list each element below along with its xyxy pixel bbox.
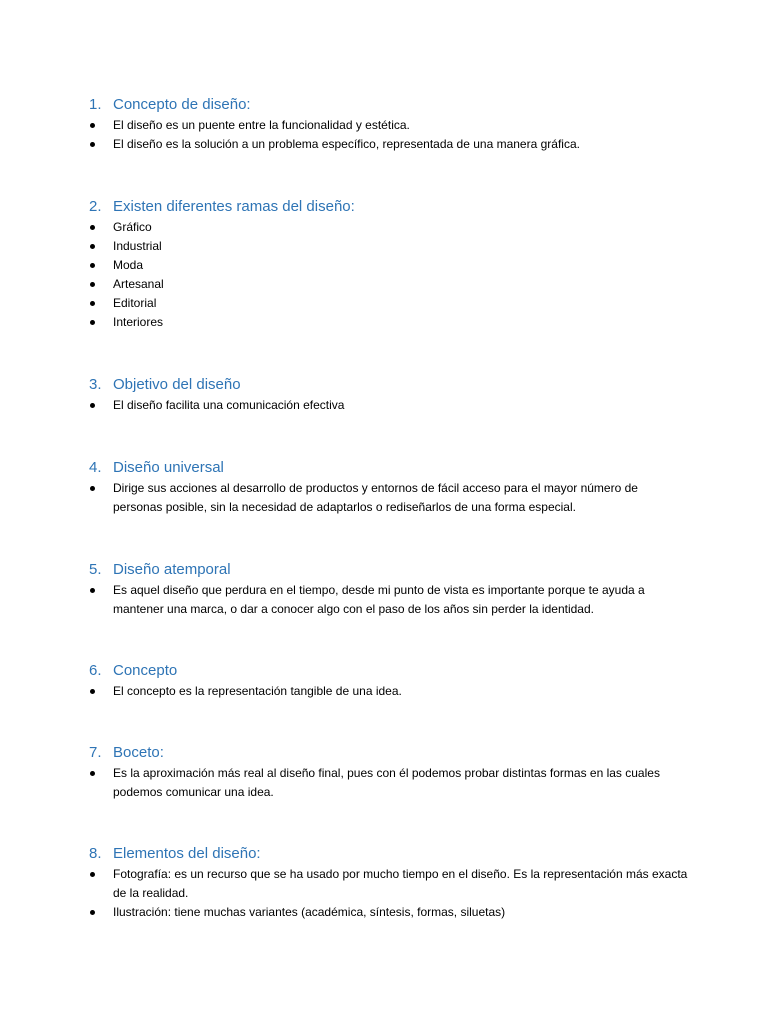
list-item-text: Moda <box>113 258 144 272</box>
list-item <box>89 479 689 517</box>
section-title: Diseño universal <box>113 459 224 476</box>
bullet-icon <box>90 263 95 268</box>
list-item-text: Es la aproximación más real al diseño final, pues con él podemos probar distintas formas en las cuales podemos comunicar una idea. <box>113 766 660 799</box>
bullet-list <box>89 479 689 517</box>
section-diseno-universal <box>89 459 689 517</box>
section-number: 8. <box>89 845 102 862</box>
section-elementos-del-diseno <box>89 845 689 922</box>
section-diseno-atemporal <box>89 561 689 619</box>
section-number: 1. <box>89 96 102 113</box>
list-item <box>89 313 689 332</box>
bullet-icon <box>90 771 95 776</box>
section-objetivo-del-diseno <box>89 376 689 415</box>
list-item-text: El diseño facilita una comunicación efectiva <box>113 398 345 412</box>
bullet-icon <box>90 301 95 306</box>
list-item-text: El diseño es la solución a un problema específico, representada de una manera gráfica. <box>113 137 580 151</box>
section-title: Existen diferentes ramas del diseño: <box>113 198 355 215</box>
bullet-icon <box>90 486 95 491</box>
bullet-list <box>89 218 689 332</box>
bullet-icon <box>90 588 95 593</box>
section-heading <box>89 376 689 396</box>
section-concepto <box>89 662 689 701</box>
section-heading <box>89 198 689 218</box>
list-item <box>89 764 689 802</box>
list-item <box>89 682 689 701</box>
list-item <box>89 256 689 275</box>
list-item <box>89 581 689 619</box>
section-title: Diseño atemporal <box>113 561 231 578</box>
list-item-text: Industrial <box>113 239 162 253</box>
section-title: Boceto: <box>113 744 164 761</box>
list-item <box>89 135 689 154</box>
section-heading <box>89 744 689 764</box>
bullet-icon <box>90 225 95 230</box>
list-item <box>89 237 689 256</box>
bullet-icon <box>90 282 95 287</box>
list-item <box>89 903 689 922</box>
section-title: Concepto de diseño: <box>113 96 251 113</box>
bullet-list <box>89 682 689 701</box>
list-item-text: Artesanal <box>113 277 164 291</box>
section-title: Objetivo del diseño <box>113 376 241 393</box>
list-item-text: Gráfico <box>113 220 152 234</box>
bullet-icon <box>90 244 95 249</box>
section-heading <box>89 561 689 581</box>
list-item-text: El diseño es un puente entre la funcionalidad y estética. <box>113 118 410 132</box>
section-ramas-del-diseno <box>89 198 689 332</box>
list-item <box>89 294 689 313</box>
list-item <box>89 218 689 237</box>
bullet-icon <box>90 123 95 128</box>
list-item-text: Es aquel diseño que perdura en el tiempo, desde mi punto de vista es importante porque te ayuda a mantener una marca, o dar a conocer algo con el paso de los años sin perder la identidad. <box>113 583 645 616</box>
list-item-text: Interiores <box>113 315 164 329</box>
bullet-icon <box>90 910 95 915</box>
list-item-text: Ilustración: tiene muchas variantes (académica, síntesis, formas, siluetas) <box>113 905 506 919</box>
bullet-icon <box>90 689 95 694</box>
list-item <box>89 275 689 294</box>
section-heading <box>89 459 689 479</box>
section-heading <box>89 662 689 682</box>
list-item <box>89 116 689 135</box>
list-item-text: Dirige sus acciones al desarrollo de productos y entornos de fácil acceso para el mayor número de personas posible, sin la necesidad de adaptarlos o rediseñarlos de una forma especial. <box>113 481 638 514</box>
section-boceto <box>89 744 689 802</box>
section-number: 4. <box>89 459 102 476</box>
bullet-list <box>89 764 689 802</box>
section-number: 2. <box>89 198 102 215</box>
section-number: 7. <box>89 744 102 761</box>
bullet-list <box>89 581 689 619</box>
list-item-text: Fotografía: es un recurso que se ha usado por mucho tiempo en el diseño. Es la representación más exacta de la realidad. <box>113 867 688 900</box>
list-item <box>89 865 689 903</box>
bullet-icon <box>90 872 95 877</box>
bullet-icon <box>90 403 95 408</box>
bullet-list <box>89 396 689 415</box>
section-number: 6. <box>89 662 102 679</box>
section-number: 3. <box>89 376 102 393</box>
section-heading <box>89 845 689 865</box>
bullet-list <box>89 116 689 154</box>
section-concepto-de-diseno <box>89 96 689 154</box>
section-number: 5. <box>89 561 102 578</box>
bullet-icon <box>90 320 95 325</box>
list-item <box>89 396 689 415</box>
list-item-text: El concepto es la representación tangible de una idea. <box>113 684 402 698</box>
list-item-text: Editorial <box>113 296 157 310</box>
section-title: Elementos del diseño: <box>113 845 261 862</box>
section-heading <box>89 96 689 116</box>
section-title: Concepto <box>113 662 178 679</box>
bullet-icon <box>90 142 95 147</box>
bullet-list <box>89 865 689 922</box>
